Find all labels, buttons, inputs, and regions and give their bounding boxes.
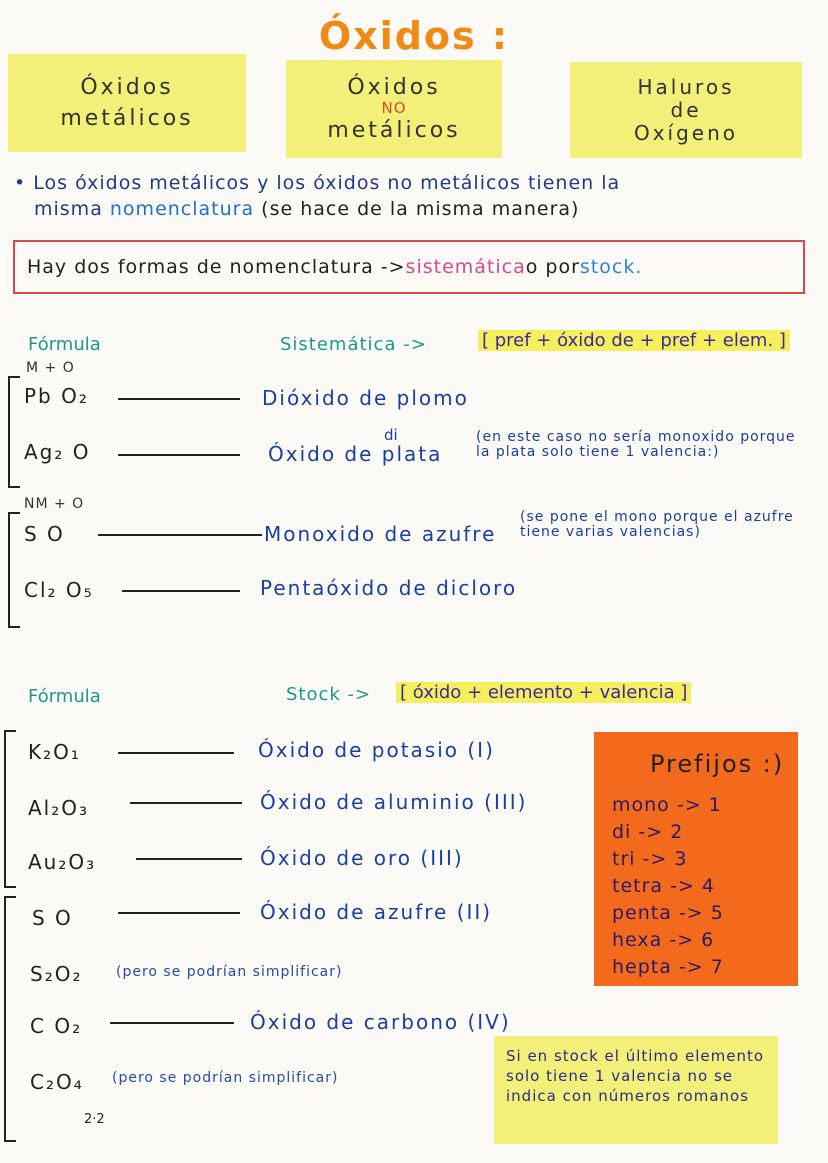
sistematica-label: Sistemática -> xyxy=(280,334,427,355)
group-bracket xyxy=(8,512,20,628)
compound-name: Óxido de potasio (I) xyxy=(258,738,495,762)
rule-text: [ óxido + elemento + valencia ] xyxy=(396,682,691,703)
category-card-nonmetal-oxides xyxy=(286,60,502,158)
card-line: Oxígeno xyxy=(633,120,739,145)
prefix-superscript: di xyxy=(384,426,398,444)
stock-rule-sticky-note xyxy=(494,1036,778,1144)
card-line: Haluros xyxy=(637,74,735,99)
nomenclature-forms-box xyxy=(13,240,805,294)
formula: C O₂ xyxy=(30,1014,83,1038)
page-title: Óxidos : xyxy=(318,14,510,58)
connector-line xyxy=(130,802,242,804)
bullet: • xyxy=(14,172,34,194)
formula-label: Fórmula xyxy=(28,686,101,707)
formula: Pb O₂ xyxy=(24,384,89,408)
connector-line xyxy=(122,590,240,592)
connector-line xyxy=(136,858,242,860)
compound-name: Óxido de azufre (II) xyxy=(260,900,493,924)
stock-rule xyxy=(396,682,691,703)
prefixes-sticky-note xyxy=(594,732,798,986)
box-text: Hay dos formas de nomenclatura -> xyxy=(27,256,406,278)
formula: Ag₂ O xyxy=(24,440,91,464)
group-bracket xyxy=(4,896,16,1142)
prefix-item: di -> 2 xyxy=(612,821,684,843)
stock-label: Stock -> xyxy=(286,684,372,705)
intro-keyword: nomenclatura xyxy=(109,198,255,220)
prefixes-title: Prefijos :) xyxy=(650,750,785,778)
card-line: Óxidos xyxy=(347,75,441,101)
group-label: NM + O xyxy=(24,496,85,512)
group-bracket xyxy=(4,730,16,888)
prefix-item: tri -> 3 xyxy=(612,848,688,870)
compound-name: Óxido de oro (III) xyxy=(260,846,464,870)
simplify-note: (pero se podrían simplificar) xyxy=(112,1070,339,1086)
rule-text: [ pref + óxido de + pref + elem. ] xyxy=(478,330,790,351)
prefixes-list xyxy=(612,792,724,981)
explanation-note: (en este caso no sería monoxido porque la plata solo tiene 1 valencia:) xyxy=(476,429,796,460)
formula-label: Fórmula xyxy=(28,334,101,355)
box-text: o por xyxy=(525,256,580,278)
connector-line xyxy=(118,752,234,754)
prefix-item: mono -> 1 xyxy=(612,794,722,816)
connector-line xyxy=(118,398,240,400)
prefix-item: tetra -> 4 xyxy=(612,875,715,897)
compound-name: Óxido de aluminio (III) xyxy=(260,790,528,814)
formula: S₂O₂ xyxy=(30,962,83,986)
category-card-halides xyxy=(570,62,802,158)
compound-name: Pentaóxido de dicloro xyxy=(260,576,518,600)
intro-line: Los óxidos metálicos y los óxidos no metálicos tienen la xyxy=(33,172,621,194)
connector-line xyxy=(118,454,240,456)
prefix-item: penta -> 5 xyxy=(612,902,724,924)
formula: Au₂O₃ xyxy=(28,850,97,874)
card-no-label: NO xyxy=(381,99,407,118)
simplify-note: (pero se podrían simplificar) xyxy=(116,964,343,980)
compound-name: Monoxido de azufre xyxy=(264,522,497,546)
connector-line xyxy=(110,1022,234,1024)
multiplier-label: 2·2 xyxy=(84,1112,105,1127)
formula: K₂O₁ xyxy=(28,740,81,764)
formula: Al₂O₃ xyxy=(28,796,90,820)
card-line: Óxidos xyxy=(80,74,174,100)
connector-line xyxy=(98,534,262,536)
compound-name: Óxido de carbono (IV) xyxy=(250,1010,511,1034)
card-line: de xyxy=(670,97,702,122)
card-line: metálicos xyxy=(327,117,461,143)
compound-name: Dióxido de plomo xyxy=(262,386,469,410)
formula: S O xyxy=(24,522,65,546)
connector-line xyxy=(118,912,240,914)
formula: S O xyxy=(32,906,73,930)
formula: Cl₂ O₅ xyxy=(24,578,94,602)
category-card-metal-oxides xyxy=(8,54,246,152)
intro-text: misma xyxy=(34,198,110,220)
sistematica-rule xyxy=(478,330,790,351)
card-line: metálicos xyxy=(60,106,194,131)
formula: C₂O₄ xyxy=(30,1070,84,1094)
intro-paragraph xyxy=(14,172,814,220)
prefix-item: hepta -> 7 xyxy=(612,956,724,978)
group-label: M + O xyxy=(26,360,75,376)
explanation-note: (se pone el mono porque el azufre tiene varias valencias) xyxy=(520,509,794,540)
prefix-item: hexa -> 6 xyxy=(612,929,715,951)
box-keyword: stock. xyxy=(579,256,643,278)
group-bracket xyxy=(8,376,20,488)
compound-name: Óxido de plata xyxy=(268,442,443,466)
intro-text: (se hace de la misma manera) xyxy=(254,198,580,220)
box-keyword: sistemática xyxy=(405,256,526,278)
stock-rule-note: Si en stock el último elemento solo tiene 1 valencia no se indica con números romanos xyxy=(506,1047,765,1105)
